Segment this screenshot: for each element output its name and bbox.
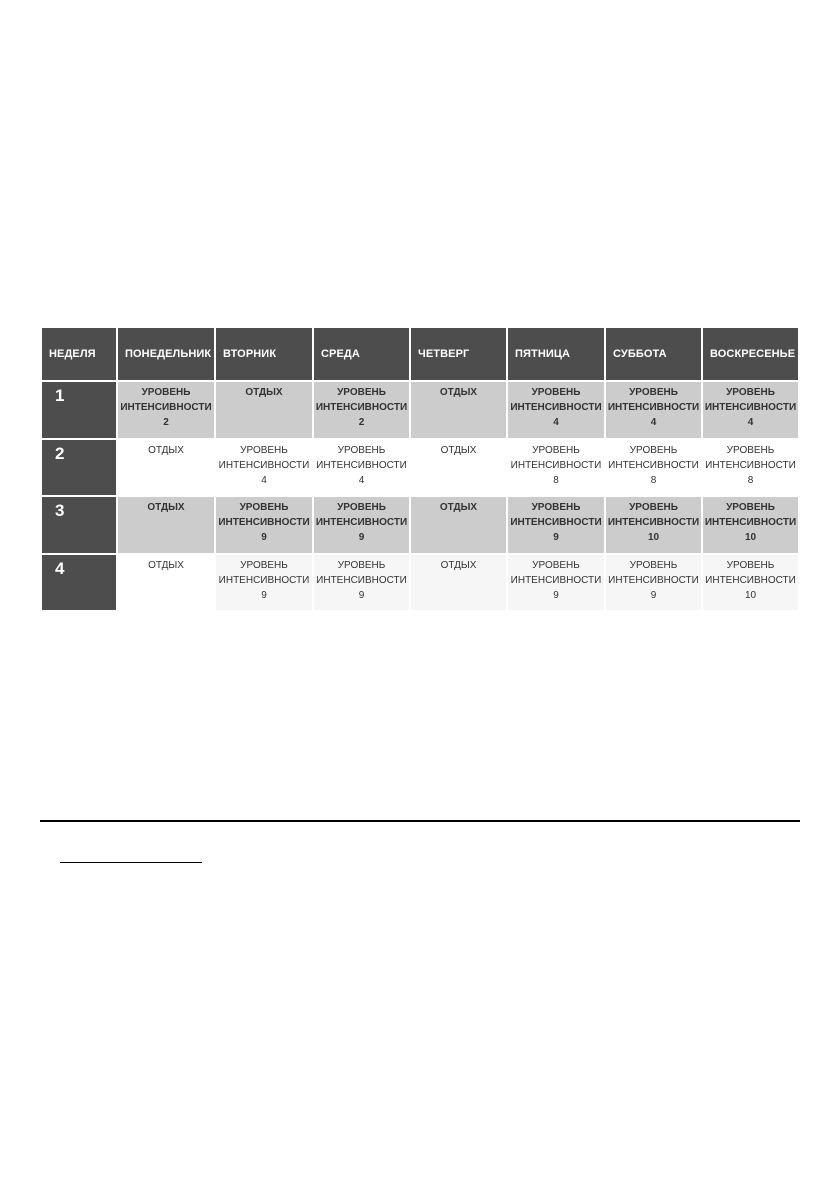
cell-line-1: УРОВЕНЬ bbox=[141, 387, 191, 399]
cell-line-3: 4 bbox=[261, 474, 267, 486]
day-cell bbox=[410, 554, 507, 611]
cell-line-2: ИНТЕНСИВНОСТИ bbox=[704, 517, 797, 529]
day-cell bbox=[702, 381, 799, 438]
cell-line-3: 9 bbox=[261, 589, 267, 601]
header-tuesday: ВТОРНИК bbox=[215, 327, 313, 381]
table-header-row bbox=[41, 327, 799, 381]
cell-line-2: ИНТЕНСИВНОСТИ bbox=[510, 574, 602, 586]
day-cell bbox=[702, 554, 799, 611]
day-cell bbox=[313, 554, 410, 611]
footnote-separator bbox=[60, 862, 202, 863]
week-number: 3 bbox=[41, 496, 117, 553]
table-row bbox=[41, 439, 799, 496]
day-cell bbox=[410, 439, 507, 496]
cell-line-3: 8 bbox=[650, 474, 657, 486]
cell-line-1: УРОВЕНЬ bbox=[726, 502, 775, 514]
day-cell bbox=[215, 554, 313, 611]
cell-line-3: 8 bbox=[747, 474, 754, 486]
day-cell bbox=[702, 439, 799, 496]
cell-line-1: ОТДЫХ bbox=[440, 559, 477, 571]
cell-line-3: 9 bbox=[261, 532, 267, 544]
cell-line-1: УРОВЕНЬ bbox=[629, 559, 678, 571]
cell-line-3: 10 bbox=[744, 532, 757, 544]
header-sunday: ВОСКРЕСЕНЬЕ bbox=[702, 327, 799, 381]
day-cell bbox=[313, 381, 410, 438]
cell-line-1: УРОВЕНЬ bbox=[240, 559, 288, 571]
page-divider bbox=[40, 820, 800, 822]
day-cell bbox=[117, 554, 215, 611]
cell-line-1: ОТДЫХ bbox=[440, 444, 477, 456]
cell-line-3: 2 bbox=[358, 417, 365, 429]
cell-line-3: 9 bbox=[650, 589, 657, 601]
cell-line-2: ИНТЕНСИВНОСТИ bbox=[316, 459, 407, 471]
cell-line-3: 10 bbox=[647, 532, 660, 544]
cell-line-3: 8 bbox=[553, 474, 559, 486]
header-week: НЕДЕЛЯ bbox=[41, 327, 117, 381]
day-cell bbox=[215, 381, 313, 438]
cell-line-3: 4 bbox=[650, 417, 657, 429]
cell-line-1: УРОВЕНЬ bbox=[726, 387, 775, 399]
cell-line-1: УРОВЕНЬ bbox=[726, 559, 775, 571]
cell-line-2: ИНТЕНСИВНОСТИ bbox=[510, 402, 602, 414]
cell-line-2: ИНТЕНСИВНОСТИ bbox=[608, 574, 699, 586]
day-cell bbox=[605, 439, 702, 496]
day-cell bbox=[605, 381, 702, 438]
header-friday: ПЯТНИЦА bbox=[507, 327, 605, 381]
cell-line-2: ИНТЕНСИВНОСТИ bbox=[316, 574, 407, 586]
cell-line-3: 9 bbox=[358, 589, 365, 601]
header-saturday: СУББОТА bbox=[605, 327, 702, 381]
day-cell bbox=[313, 439, 410, 496]
cell-line-1: УРОВЕНЬ bbox=[239, 502, 289, 514]
day-cell bbox=[605, 496, 702, 553]
cell-line-3: 4 bbox=[553, 417, 559, 429]
cell-line-1: УРОВЕНЬ bbox=[337, 444, 386, 456]
day-cell bbox=[410, 496, 507, 553]
header-wednesday: СРЕДА bbox=[313, 327, 410, 381]
day-cell bbox=[313, 496, 410, 553]
cell-line-1: УРОВЕНЬ bbox=[532, 559, 580, 571]
day-cell bbox=[117, 496, 215, 553]
day-cell bbox=[117, 439, 215, 496]
cell-line-2: ИНТЕНСИВНОСТИ bbox=[705, 459, 796, 471]
cell-line-2: ИНТЕНСИВНОСТИ bbox=[218, 459, 310, 471]
cell-line-1: УРОВЕНЬ bbox=[337, 502, 386, 514]
day-cell bbox=[507, 439, 605, 496]
cell-line-2: ИНТЕНСИВНОСТИ bbox=[608, 459, 699, 471]
week-number: 1 bbox=[41, 381, 117, 438]
day-cell bbox=[215, 496, 313, 553]
cell-line-1: УРОВЕНЬ bbox=[240, 444, 288, 456]
cell-line-2: ИНТЕНСИВНОСТИ bbox=[704, 402, 797, 414]
cell-line-1: УРОВЕНЬ bbox=[531, 387, 581, 399]
day-cell bbox=[507, 554, 605, 611]
cell-line-3: 2 bbox=[163, 417, 169, 429]
cell-line-3: 9 bbox=[553, 589, 559, 601]
cell-line-3: 10 bbox=[744, 589, 757, 601]
cell-line-2: ИНТЕНСИВНОСТИ bbox=[120, 402, 212, 414]
cell-line-1: УРОВЕНЬ bbox=[531, 502, 581, 514]
day-cell bbox=[702, 496, 799, 553]
cell-line-1: ОТДЫХ bbox=[147, 502, 185, 514]
cell-line-3: 9 bbox=[358, 532, 365, 544]
cell-line-1: УРОВЕНЬ bbox=[629, 502, 678, 514]
cell-line-1: УРОВЕНЬ bbox=[629, 387, 678, 399]
cell-line-2: ИНТЕНСИВНОСТИ bbox=[510, 517, 602, 529]
training-schedule-table bbox=[40, 326, 800, 612]
cell-line-2: ИНТЕНСИВНОСТИ bbox=[510, 459, 602, 471]
day-cell bbox=[410, 381, 507, 438]
cell-line-2: ИНТЕНСИВНОСТИ bbox=[607, 402, 700, 414]
day-cell bbox=[117, 381, 215, 438]
table-row bbox=[41, 381, 799, 438]
day-cell bbox=[507, 496, 605, 553]
cell-line-3: 4 bbox=[358, 474, 365, 486]
cell-line-1: УРОВЕНЬ bbox=[337, 559, 386, 571]
cell-line-1: УРОВЕНЬ bbox=[726, 444, 775, 456]
cell-line-2: ИНТЕНСИВНОСТИ bbox=[315, 402, 408, 414]
week-number: 2 bbox=[41, 439, 117, 496]
cell-line-1: ОТДЫХ bbox=[439, 387, 478, 399]
cell-line-2: ИНТЕНСИВНОСТИ bbox=[218, 574, 310, 586]
day-cell bbox=[507, 381, 605, 438]
cell-line-1: ОТДЫХ bbox=[148, 559, 184, 571]
cell-line-1: УРОВЕНЬ bbox=[629, 444, 678, 456]
cell-line-3: 9 bbox=[553, 532, 559, 544]
cell-line-1: ОТДЫХ bbox=[439, 502, 478, 514]
week-number: 4 bbox=[41, 554, 117, 611]
cell-line-1: УРОВЕНЬ bbox=[337, 387, 386, 399]
day-cell bbox=[215, 439, 313, 496]
cell-line-1: УРОВЕНЬ bbox=[532, 444, 580, 456]
table-row bbox=[41, 554, 799, 611]
cell-line-2: ИНТЕНСИВНОСТИ bbox=[607, 517, 700, 529]
cell-line-2: ИНТЕНСИВНОСТИ bbox=[705, 574, 796, 586]
cell-line-2: ИНТЕНСИВНОСТИ bbox=[218, 517, 310, 529]
cell-line-2: ИНТЕНСИВНОСТИ bbox=[315, 517, 408, 529]
cell-line-3: 4 bbox=[747, 417, 754, 429]
header-thursday: ЧЕТВЕРГ bbox=[410, 327, 507, 381]
day-cell bbox=[605, 554, 702, 611]
cell-line-1: ОТДЫХ bbox=[245, 387, 283, 399]
cell-line-1: ОТДЫХ bbox=[148, 444, 184, 456]
header-monday: ПОНЕДЕЛЬНИК bbox=[117, 327, 215, 381]
table-row bbox=[41, 496, 799, 553]
